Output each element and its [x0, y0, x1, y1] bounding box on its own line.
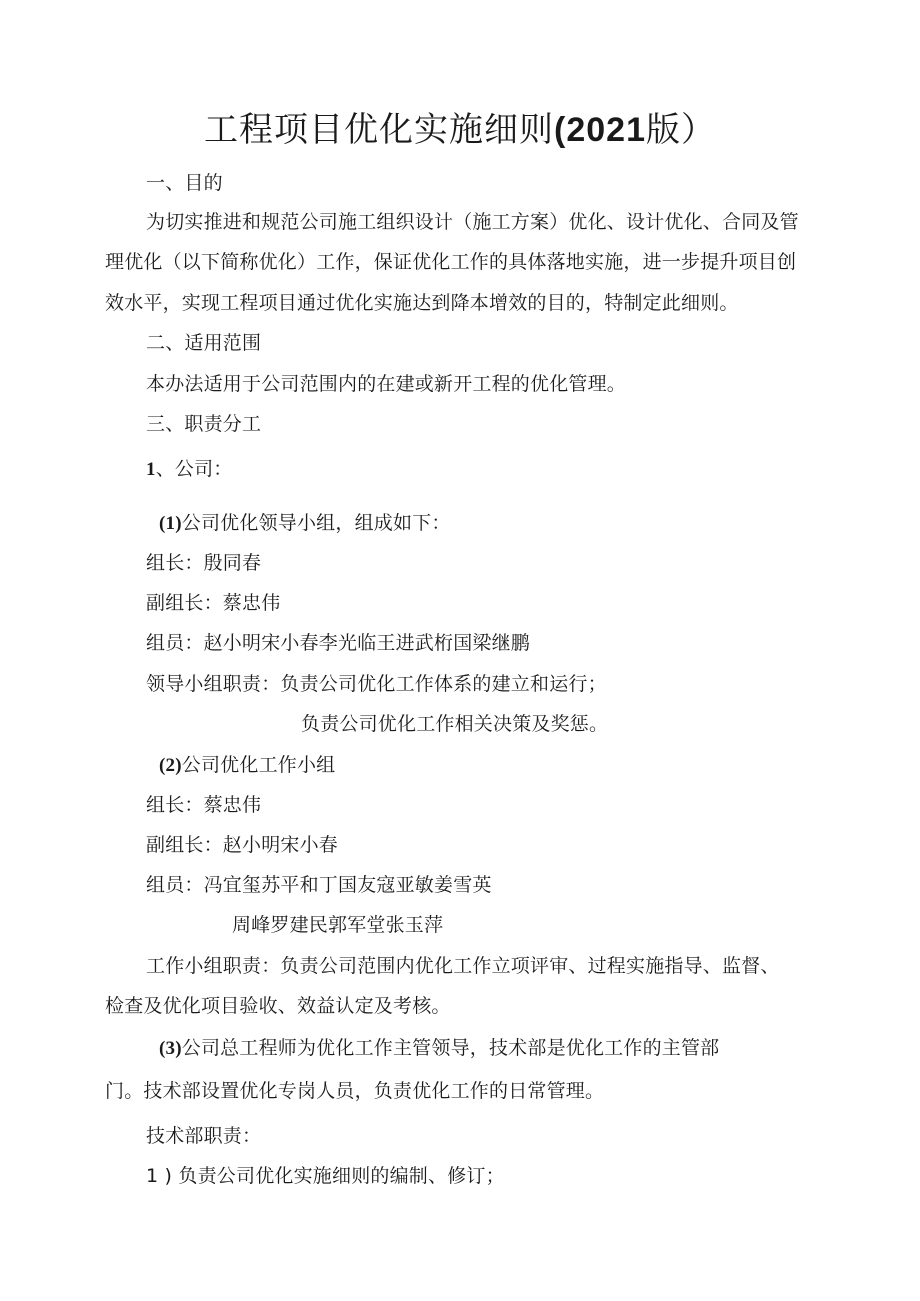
- group2-leader: 组长：蔡忠伟: [146, 794, 262, 816]
- item-text: 负责公司优化实施细则的编制、修订；: [178, 1165, 505, 1187]
- group3-text-cont: 门。技术部设置优化专岗人员，负责优化工作的日常管理。: [105, 1080, 605, 1102]
- group1-leader: 组长：殷同春: [146, 552, 262, 574]
- group1-deputy: 副组长：蔡忠伟: [146, 592, 281, 614]
- section-heading-scope: 二、适用范围: [146, 332, 262, 354]
- company-number: 1: [146, 459, 156, 480]
- group1-heading: [159, 510, 451, 537]
- group3-text: 公司总工程师为优化工作主管领导，技术部是优化工作的主管部: [181, 1037, 720, 1059]
- document-title: [0, 107, 920, 153]
- group3-heading: [159, 1035, 719, 1062]
- paragraph-line: 效水平，实现工程项目通过优化实施达到降本增效的目的，特制定此细则。: [105, 292, 739, 314]
- title-main: 工程项目优化实施细则: [204, 110, 555, 150]
- group1-members: 组员：赵小明宋小春李光临王进武桁国梁继鹏: [146, 632, 531, 654]
- group3-number: (3): [159, 1038, 182, 1059]
- company-label: 、公司：: [155, 458, 233, 480]
- tech-dept-duty-item: [146, 1163, 505, 1189]
- title-year: (2021: [554, 111, 646, 149]
- group2-text: 公司优化工作小组: [181, 754, 336, 776]
- group2-deputy: 副组长：赵小明宋小春: [146, 834, 339, 856]
- paragraph-line: 本办法适用于公司范围内的在建或新开工程的优化管理。: [146, 373, 627, 395]
- group2-number: (2): [159, 755, 182, 776]
- group1-duty-line: 领导小组职责：负责公司优化工作体系的建立和运行；: [146, 673, 607, 695]
- group1-number: (1): [159, 513, 182, 534]
- group2-heading: [159, 752, 335, 779]
- section-heading-duties: 三、职责分工: [146, 413, 262, 435]
- paragraph-line: 为切实推进和规范公司施工组织设计（施工方案）优化、设计优化、合同及管: [146, 211, 799, 233]
- group1-duty-line: 负责公司优化工作相关决策及奖惩。: [301, 713, 609, 735]
- group2-members: 组员：冯宜玺苏平和丁国友寇亚敏姜雪英: [146, 874, 492, 896]
- group2-duty-line: 工作小组职责：负责公司范围内优化工作立项评审、过程实施指导、监督、: [146, 955, 780, 977]
- section-heading-purpose: 一、目的: [146, 172, 223, 194]
- tech-dept-duty-heading: 技术部职责：: [146, 1125, 262, 1147]
- group2-members-cont: 周峰罗建民郭军堂张玉萍: [232, 914, 444, 936]
- group2-duty-line: 检查及优化项目验收、效益认定及考核。: [105, 995, 451, 1017]
- company-heading: [146, 456, 233, 483]
- paragraph-line: 理优化（以下简称优化）工作，保证优化工作的具体落地实施，进一步提升项目创: [105, 251, 797, 273]
- item-number: 1 ): [146, 1165, 173, 1187]
- group1-text: 公司优化领导小组，组成如下：: [181, 512, 451, 534]
- title-suffix: 版）: [645, 110, 716, 150]
